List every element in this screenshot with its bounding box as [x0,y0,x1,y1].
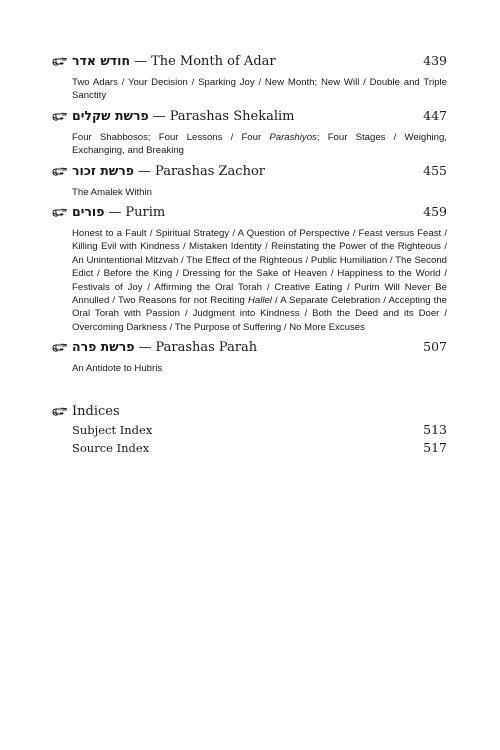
hebrew-title: פרשת זכור [72,162,135,178]
entry-title: Purim [125,205,166,221]
hebrew-title: פרשת שקלים [72,107,149,123]
em-dash: — [152,108,166,124]
toc-entry-heading [52,162,447,181]
entry-title: Parashas Zachor [155,163,265,179]
indices-heading [52,402,447,421]
entry-title: Parashas Parah [155,340,258,356]
page-number: 459 [423,204,447,220]
toc-entry-purim [52,203,447,338]
pointing-hand-icon [52,162,72,180]
em-dash: — [134,54,148,69]
toc-entry-parah [52,338,447,379]
page-number: 517 [423,439,447,455]
subtopics: Four Shabbosos; Four Lessons / Four Parashiyos; Four Stages / Weighing, Exchanging, and Breaking [72,131,447,157]
toc-entry-heading [52,203,447,222]
hebrew-title: פורים [72,204,105,220]
page-number: 447 [423,107,447,123]
pointing-hand-icon [52,52,72,70]
pointing-hand-icon [52,203,72,221]
subtopics: The Amalek Within [72,186,152,198]
entry-title: The Month of Adar [151,54,276,69]
hebrew-title: פרשת פרה [72,339,135,355]
toc-entry-heading [52,107,447,126]
toc-entry-zachor [52,162,447,203]
subtopics: Two Adars / Your Decision / Sparking Joy / New Month; New Will / Double and Triple Sanctity [72,77,447,102]
entry-title: Parashas Shekalim [169,108,295,124]
hebrew-title: חודש אדר [72,53,131,68]
em-dash: — [138,163,152,179]
page-number: 439 [423,53,447,68]
subtopics: Honest to a Fault / Spiritual Strategy / A Question of Perspective / Feast versus Feast / Killing Evil with Kindness / Mistaken Identity / Reinstating the Power of the Righteous / An Unintentional Mitzvah / The Effect of the Righteous / Public Humiliation / The Second Edict / Before the King / Dressing for the Sake of Heaven / Happiness to the World / Festivals of Joy / Affirming the Oral Torah / Creative Eating / Purim Will Never Be Annulled / Two Reasons for not Reciting Hallel / A Separate Celebration / Accepting the Oral Torah with Passion / Judgment into Kindness / Both the Deed and its Doer / Overcoming Darkness / The Purpose of Suffering / No More Excuses [72,228,447,333]
page-number: 455 [423,162,447,178]
toc-entry-shekalim [52,107,447,162]
page-number: 507 [423,339,447,355]
subtopics: An Antidote to Hubris [72,363,163,375]
index-item-source[interactable] [72,439,447,457]
index-item-subject[interactable] [72,421,447,439]
toc-entry-heading [52,338,447,357]
pointing-hand-icon [52,402,72,420]
page-number: 513 [423,421,447,437]
table-of-contents [52,52,447,457]
toc-entry-heading [52,52,447,71]
index-label: Subject Index [72,422,153,437]
em-dash: — [138,340,152,356]
pointing-hand-icon [52,338,72,356]
index-label: Source Index [72,440,150,455]
indices-title: Indices [72,403,120,419]
em-dash: — [108,205,122,221]
toc-entry-adar [52,52,447,107]
pointing-hand-icon [52,107,72,125]
